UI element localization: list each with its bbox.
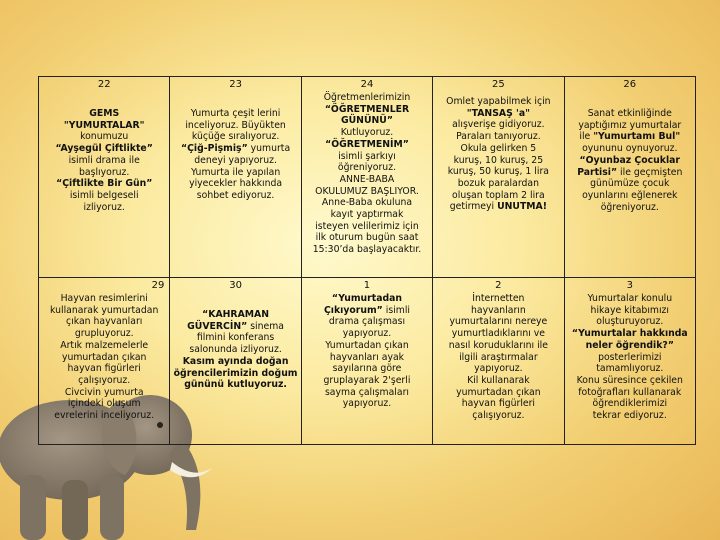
day-number: 26 <box>623 79 637 90</box>
day-activities: Yumurtalar konulu hikaye kitabımızı oluşturuyoruz. “Yumurtalar hakkında neler öğrendik?” posterlerimizi tamamlıyoruz. Konu süresince çekilen fotoğrafları kullanarak öğrendiklerimizi tekrar ediyoruz. <box>571 293 688 422</box>
day-number: 22 <box>97 79 111 90</box>
day-activities: Omlet yapabilmek için "TANSAŞ 'a" alışverişe gidiyoruz. Paraları tanıyoruz. Okula gelirken 5 kuruş, 10 kuruş, 25 kuruş, 50 kuruş, 1 lira bozuk paralardan oluşan toplam 2 lira getirmeyi UNUTMA! <box>446 96 551 213</box>
day-activities: İnternetten hayvanların yumurtalarını nereye yumurtladıklarını ve nasıl koruduklarını ile ilgili araştırmalar yapıyoruz. Kil kullanarak yumurtadan çıkan hayvan figürleri çalışıyoruz. <box>448 293 548 422</box>
day-activities: Öğretmenlerimizin “ÖĞRETMENLER GÜNÜNÜ” Kutluyoruz. “ÖĞRETMENİM” isimli şarkıyı öğreniyoruz. ANNE-BABA OKULUMUZ BAŞLIYOR. Anne-Baba okuluna kayıt yaptırmak isteyen velilerimiz için ilk oturum bugün saat 15:30’da başlayacaktır. <box>312 92 422 256</box>
calendar-cell-day-24 <box>301 77 432 278</box>
calendar-cell-day-22 <box>39 77 170 278</box>
weekly-calendar-table <box>38 76 696 445</box>
calendar-cell-day-29 <box>39 278 170 445</box>
calendar-cell-day-30 <box>170 278 301 445</box>
calendar-cell-day-2 <box>433 278 564 445</box>
day-activities: Hayvan resimlerini kullanarak yumurtadan çıkan hayvanları grupluyoruz. Artık malzemelerle yumurtadan çıkan hayvan figürleri çalışıyoruz. Civcivin yumurta içindeki oluşum evrelerini inceliyoruz. <box>50 293 159 422</box>
calendar-week-row <box>39 278 696 445</box>
calendar-week-row <box>39 77 696 278</box>
calendar-cell-day-3 <box>564 278 695 445</box>
calendar-cell-day-26 <box>564 77 695 278</box>
day-activities: “KAHRAMAN GÜVERCİN” sinema filmini konferans salonunda izliyoruz. Kasım ayında doğan öğrencilerimizin doğum gününü kutluyoruz. <box>173 309 298 391</box>
day-number: 30 <box>229 280 242 291</box>
calendar-cell-day-1 <box>301 278 432 445</box>
day-number: 2 <box>495 280 502 291</box>
day-activities: Yumurta çeşit lerini inceliyoruz. Büyükten küçüğe sıralıyoruz. “Çiğ-Pişmiş” yumurta deneyi yapıyoruz. Yumurta ile yapılan yiyecekler hakkında sohbet ediyoruz. <box>181 108 291 201</box>
day-activities: GEMS "YUMURTALAR" konumuzu “Ayşegül Çiftlikte” isimli drama ile başlıyoruz. “Çiftlikte Bir Gün” isimli belgeseli izliyoruz. <box>55 108 153 213</box>
day-number: 1 <box>363 280 371 291</box>
day-number: 25 <box>492 79 505 90</box>
day-activities: Sanat etkinliğinde yaptığımız yumurtalar ile "Yumurtamı Bul" oyununu oynuyoruz. “Oyunbaz Çocuklar Partisi” ile geçmişten günümüze çocuk oyunlarını eğlenerek öğreniyoruz. <box>577 108 683 213</box>
day-number: 23 <box>229 79 242 90</box>
day-number: 24 <box>360 79 374 90</box>
calendar-cell-day-23 <box>170 77 301 278</box>
day-number: 3 <box>626 280 633 291</box>
day-activities: “Yumurtadan Çıkıyorum” isimli drama çalışması yapıyoruz. Yumurtadan çıkan hayvanları ayak sayılarına göre gruplayarak 2'şerli sayma çalışmaları yapıyoruz. <box>323 293 411 410</box>
day-number: 29 <box>151 280 165 291</box>
calendar-cell-day-25 <box>433 77 564 278</box>
